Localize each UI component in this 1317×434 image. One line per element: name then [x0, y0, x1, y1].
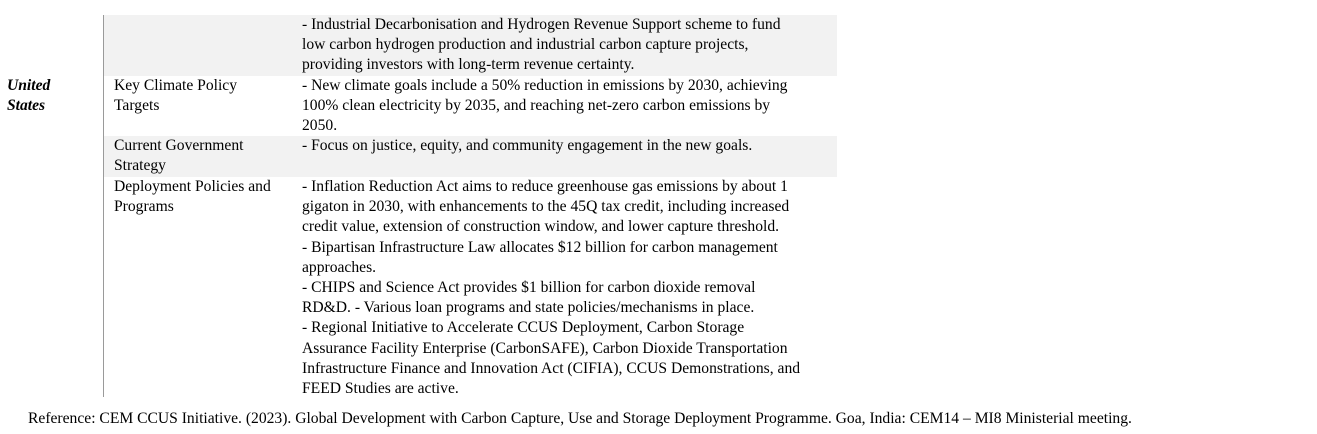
detail-line: - Bipartisan Infrastructure Law allocates $12 billion for carbon management	[302, 238, 778, 256]
category-cell	[104, 177, 296, 399]
detail-line: - Regional Initiative to Accelerate CCUS Deployment, Carbon Storage	[302, 319, 745, 337]
detail-line: - Inflation Reduction Act aims to reduce greenhouse gas emissions by about 1	[302, 178, 788, 195]
detail-line: - Focus on justice, equity, and community engagement in the new goals.	[302, 137, 753, 154]
category-cell	[104, 136, 296, 177]
category-line: Deployment Policies and	[114, 178, 271, 195]
detail-line: 2050.	[302, 117, 338, 135]
category-cell	[104, 15, 296, 76]
detail-line: Infrastructure Finance and Innovation Act (CIFIA), CCUS Demonstrations, and	[302, 359, 801, 377]
country-label-line: States	[7, 97, 46, 115]
table-row	[0, 76, 838, 136]
category-line: Programs	[114, 198, 174, 216]
table-row	[0, 136, 838, 177]
detail-line: - New climate goals include a 50% reduction in emissions by 2030, achieving	[302, 77, 788, 94]
category-line: Strategy	[114, 157, 166, 175]
detail-line: FEED Studies are active.	[302, 380, 459, 398]
detail-cell	[296, 76, 837, 136]
category-line: Targets	[114, 97, 160, 115]
reference-citation: Reference: CEM CCUS Initiative. (2023). Global Development with Carbon Capture, Use and Storage Deployment Programme. Goa, India: CEM14 – MI8 Ministerial meeting.	[28, 410, 1132, 427]
table-row	[0, 177, 838, 399]
detail-line: RD&D. - Various loan programs and state policies/mechanisms in place.	[302, 299, 755, 317]
detail-line: providing investors with long-term revenue certainty.	[302, 56, 635, 74]
detail-line: 100% clean electricity by 2035, and reaching net-zero carbon emissions by	[302, 97, 771, 115]
detail-cell	[296, 177, 837, 399]
detail-line: - CHIPS and Science Act provides $1 billion for carbon dioxide removal	[302, 279, 756, 297]
detail-line: credit value, extension of construction window, and lower capture threshold.	[302, 218, 780, 236]
category-line: Key Climate Policy	[114, 77, 237, 94]
detail-line: approaches.	[302, 258, 377, 276]
category-line: Current Government	[114, 137, 244, 154]
detail-line: gigaton in 2030, with enhancements to the 45Q tax credit, including increased	[302, 198, 790, 216]
table-row	[0, 15, 838, 76]
detail-line: - Industrial Decarbonisation and Hydrogen Revenue Support scheme to fund	[302, 16, 781, 33]
policy-table	[0, 15, 838, 399]
detail-line: Assurance Facility Enterprise (CarbonSAFE), Carbon Dioxide Transportation	[302, 339, 788, 357]
category-cell	[104, 76, 296, 136]
detail-cell	[296, 136, 837, 177]
country-label-line: United	[7, 77, 51, 94]
detail-line: low carbon hydrogen production and industrial carbon capture projects,	[302, 36, 749, 54]
detail-cell	[296, 15, 837, 76]
